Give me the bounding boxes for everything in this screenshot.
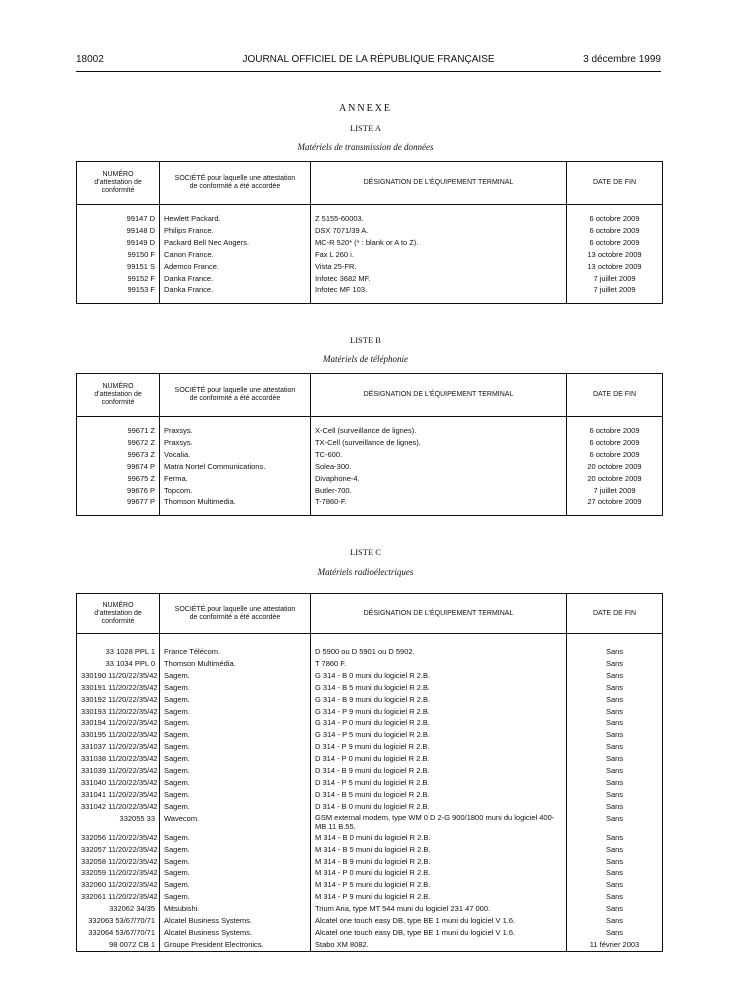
header-designation: DÉSIGNATION DE L’ÉQUIPEMENT TERMINAL — [311, 594, 567, 634]
table-row — [77, 225, 663, 237]
table-row — [77, 273, 663, 285]
cell-numero: 330193 11/20/22/35/42 — [77, 706, 160, 718]
table-row — [77, 939, 663, 951]
cell-societe: Sagem. — [160, 891, 311, 903]
cell-designation: TC-600. — [311, 449, 567, 461]
cell-numero: 332059 11/20/22/35/42 — [77, 867, 160, 879]
cell-designation: Fax L 260 i. — [311, 249, 567, 261]
table-row — [77, 753, 663, 765]
cell-societe: Sagem. — [160, 777, 311, 789]
cell-societe: Sagem. — [160, 856, 311, 868]
cell-designation: D 314 - B 5 muni du logiciel R 2.B. — [311, 789, 567, 801]
cell-numero: 331039 11/20/22/35/42 — [77, 765, 160, 777]
cell-societe: Sagem. — [160, 717, 311, 729]
cell-date-fin: Sans — [567, 856, 663, 868]
cell-societe: Ademco France. — [160, 261, 311, 273]
liste-a-subtitle: Matériels de transmission de données — [297, 142, 434, 152]
cell-numero: 332057 11/20/22/35/42 — [77, 844, 160, 856]
table-row — [77, 213, 663, 225]
table-row — [77, 879, 663, 891]
cell-designation: G 314 - P 9 muni du logiciel R 2.B. — [311, 706, 567, 718]
cell-numero: 99152 F — [77, 273, 160, 285]
cell-designation: Butler-700. — [311, 485, 567, 497]
cell-date-fin: Sans — [567, 832, 663, 844]
cell-societe: Praxsys. — [160, 437, 311, 449]
table-row — [77, 461, 663, 473]
cell-societe: Ferma. — [160, 473, 311, 485]
cell-numero: 330190 11/20/22/35/42 — [77, 670, 160, 682]
cell-designation: G 314 - B 5 muni du logiciel R 2.B. — [311, 682, 567, 694]
cell-designation: D 5900 ou D 5901 ou D 5902. — [311, 646, 567, 658]
cell-societe: Sagem. — [160, 867, 311, 879]
cell-societe: Sagem. — [160, 741, 311, 753]
cell-numero: 99151 S — [77, 261, 160, 273]
cell-date-fin: 11 février 2003 — [567, 939, 663, 951]
cell-designation: D 314 - B 9 muni du logiciel R 2.B. — [311, 765, 567, 777]
cell-date-fin: Sans — [567, 801, 663, 813]
cell-date-fin: 13 octobre 2009 — [567, 249, 663, 261]
page-header — [76, 54, 661, 68]
cell-numero: 330194 11/20/22/35/42 — [77, 717, 160, 729]
table-row — [77, 694, 663, 706]
cell-societe: Canon France. — [160, 249, 311, 261]
cell-date-fin: 13 octobre 2009 — [567, 261, 663, 273]
cell-numero: 99150 F — [77, 249, 160, 261]
cell-societe: Hewlett Packard. — [160, 213, 311, 225]
cell-numero: 99671 Z — [77, 425, 160, 437]
cell-designation: Z 5155-60003. — [311, 213, 567, 225]
cell-designation: M 314 - B 0 muni du logiciel R 2.B. — [311, 832, 567, 844]
cell-date-fin: Sans — [567, 729, 663, 741]
table-row — [77, 449, 663, 461]
cell-date-fin: Sans — [567, 891, 663, 903]
table-row — [77, 789, 663, 801]
cell-numero: 330195 11/20/22/35/42 — [77, 729, 160, 741]
table-row — [77, 891, 663, 903]
cell-societe: Topcom. — [160, 485, 311, 497]
cell-numero: 33 1034 PPL 0 — [77, 658, 160, 670]
cell-date-fin: 6 octobre 2009 — [567, 437, 663, 449]
cell-designation: Stabo XM 8082. — [311, 939, 567, 951]
cell-numero: 330192 11/20/22/35/42 — [77, 694, 160, 706]
header-date-fin: DATE DE FIN — [567, 374, 663, 417]
cell-numero: 99677 P — [77, 496, 160, 508]
cell-societe: Sagem. — [160, 753, 311, 765]
cell-societe: Matra Nortel Communications. — [160, 461, 311, 473]
cell-numero: 99675 Z — [77, 473, 160, 485]
cell-date-fin: Sans — [567, 879, 663, 891]
cell-numero: 331037 11/20/22/35/42 — [77, 741, 160, 753]
liste-b-table — [76, 373, 663, 516]
cell-date-fin: Sans — [567, 765, 663, 777]
liste-c-label: LISTE C — [350, 547, 381, 557]
cell-date-fin: Sans — [567, 915, 663, 927]
cell-numero: 99147 D — [77, 213, 160, 225]
cell-societe: Sagem. — [160, 832, 311, 844]
liste-b-subtitle: Matériels de téléphonie — [323, 354, 408, 364]
cell-date-fin: Sans — [567, 682, 663, 694]
liste-a-table — [76, 161, 663, 304]
page-number: 18002 — [76, 54, 104, 65]
table-row — [77, 437, 663, 449]
cell-date-fin: Sans — [567, 753, 663, 765]
table-row — [77, 473, 663, 485]
cell-numero: 98 0072 CB 1 — [77, 939, 160, 951]
table-row — [77, 261, 663, 273]
cell-designation: M 314 - P 0 muni du logiciel R 2.B. — [311, 867, 567, 879]
liste-c-table — [76, 593, 663, 952]
cell-designation: M 314 - P 5 muni du logiciel R 2.B. — [311, 879, 567, 891]
table-row — [77, 249, 663, 261]
header-rule — [76, 71, 661, 72]
table-row — [77, 425, 663, 437]
table-row — [77, 813, 663, 832]
cell-societe: Sagem. — [160, 789, 311, 801]
liste-a-label: LISTE A — [350, 123, 381, 133]
cell-societe: Sagem. — [160, 729, 311, 741]
cell-numero: 331038 11/20/22/35/42 — [77, 753, 160, 765]
cell-date-fin: 7 juillet 2009 — [567, 273, 663, 285]
cell-societe: Thomson Multimédia. — [160, 658, 311, 670]
table-row — [77, 867, 663, 879]
cell-date-fin: Sans — [567, 867, 663, 879]
cell-numero: 99148 D — [77, 225, 160, 237]
cell-date-fin: Sans — [567, 903, 663, 915]
cell-numero: 331040 11/20/22/35/42 — [77, 777, 160, 789]
cell-designation: Alcatel one touch easy DB, type BE 1 muni du logiciel V 1.6. — [311, 927, 567, 939]
header-date-fin: DATE DE FIN — [567, 594, 663, 634]
cell-designation: Vista 25-FR. — [311, 261, 567, 273]
table-row — [77, 777, 663, 789]
cell-designation: G 314 - P 5 muni du logiciel R 2.B. — [311, 729, 567, 741]
cell-date-fin: Sans — [567, 706, 663, 718]
cell-designation: M 314 - P 9 muni du logiciel R 2.B. — [311, 891, 567, 903]
cell-numero: 332056 11/20/22/35/42 — [77, 832, 160, 844]
cell-numero: 99674 P — [77, 461, 160, 473]
cell-date-fin: 7 juillet 2009 — [567, 284, 663, 296]
cell-numero: 99676 P — [77, 485, 160, 497]
table-row — [77, 832, 663, 844]
cell-numero: 332062 34/35 — [77, 903, 160, 915]
table-row — [77, 765, 663, 777]
table-row — [77, 801, 663, 813]
cell-numero: 99153 F — [77, 284, 160, 296]
table-row — [77, 670, 663, 682]
cell-societe: Mitsubishi. — [160, 903, 311, 915]
cell-numero: 99149 D — [77, 237, 160, 249]
cell-numero: 330191 11/20/22/35/42 — [77, 682, 160, 694]
cell-designation: Solea-300. — [311, 461, 567, 473]
liste-c-subtitle: Matériels radioélectriques — [317, 567, 414, 577]
table-row — [77, 658, 663, 670]
cell-designation: DSX 7071/39 A. — [311, 225, 567, 237]
header-numero: NUMÉRO d’attestation de conformité — [77, 594, 160, 634]
cell-designation: T 7860 F. — [311, 658, 567, 670]
cell-societe: Sagem. — [160, 706, 311, 718]
table-row — [77, 706, 663, 718]
table-row — [77, 717, 663, 729]
cell-societe: Vocalia. — [160, 449, 311, 461]
cell-numero: 331042 11/20/22/35/42 — [77, 801, 160, 813]
issue-date: 3 décembre 1999 — [583, 54, 661, 65]
cell-designation: D 314 - B 0 muni du logiciel R 2.B. — [311, 801, 567, 813]
table-row — [77, 496, 663, 508]
cell-societe: Alcatel Business Systems. — [160, 927, 311, 939]
cell-date-fin: Sans — [567, 658, 663, 670]
cell-date-fin: Sans — [567, 717, 663, 729]
cell-numero: 332064 53/67/70/71 — [77, 927, 160, 939]
table-row — [77, 237, 663, 249]
cell-designation: D 314 - P 0 muni du logiciel R 2.B. — [311, 753, 567, 765]
cell-societe: Danka France. — [160, 273, 311, 285]
cell-designation: Trium Aria, type MT 544 muni du logiciel 231 47 000. — [311, 903, 567, 915]
annexe-title: ANNEXE — [338, 103, 393, 114]
cell-societe: Packard Bell Nec Angers. — [160, 237, 311, 249]
cell-date-fin: Sans — [567, 813, 663, 832]
cell-designation: MC-R 520* (* : blank or A to Z). — [311, 237, 567, 249]
cell-societe: Wavecom. — [160, 813, 311, 832]
cell-designation: G 314 - B 0 muni du logiciel R 2.B. — [311, 670, 567, 682]
cell-societe: Danka France. — [160, 284, 311, 296]
cell-societe: France Télécom. — [160, 646, 311, 658]
cell-designation: GSM external modem, type WM 0 D 2-G 900/1800 muni du logiciel 400-MB 11 B.55. — [311, 813, 567, 832]
header-date-fin: DATE DE FIN — [567, 162, 663, 205]
cell-designation: X-Cell (surveillance de lignes). — [311, 425, 567, 437]
cell-designation: Divaphone-4. — [311, 473, 567, 485]
cell-numero: 332061 11/20/22/35/42 — [77, 891, 160, 903]
table-row — [77, 915, 663, 927]
cell-date-fin: Sans — [567, 670, 663, 682]
cell-societe: Sagem. — [160, 670, 311, 682]
table-row — [77, 927, 663, 939]
cell-societe: Sagem. — [160, 879, 311, 891]
header-numero: NUMÉRO d’attestation de conformité — [77, 374, 160, 417]
table-row — [77, 729, 663, 741]
header-societe: SOCIÉTÉ pour laquelle une attestation de conformité a été accordée — [160, 594, 311, 634]
cell-societe: Thomson Multimedia. — [160, 496, 311, 508]
table-row — [77, 903, 663, 915]
cell-date-fin: 7 juillet 2009 — [567, 485, 663, 497]
cell-date-fin: Sans — [567, 927, 663, 939]
cell-designation: TX-Cell (surveillance de lignes). — [311, 437, 567, 449]
cell-societe: Sagem. — [160, 765, 311, 777]
cell-numero: 332063 53/67/70/71 — [77, 915, 160, 927]
header-designation: DÉSIGNATION DE L’ÉQUIPEMENT TERMINAL — [311, 374, 567, 417]
cell-societe: Sagem. — [160, 682, 311, 694]
cell-designation: Alcatel one touch easy DB, type BE 1 muni du logiciel V 1.6. — [311, 915, 567, 927]
cell-date-fin: 6 octobre 2009 — [567, 449, 663, 461]
cell-date-fin: 20 octobre 2009 — [567, 461, 663, 473]
cell-date-fin: 27 octobre 2009 — [567, 496, 663, 508]
cell-societe: Groupe President Electronics. — [160, 939, 311, 951]
cell-date-fin: Sans — [567, 694, 663, 706]
cell-designation: D 314 - P 5 muni du logiciel R 2.B. — [311, 777, 567, 789]
cell-societe: Alcatel Business Systems. — [160, 915, 311, 927]
cell-designation: G 314 - B 9 muni du logiciel R 2.B. — [311, 694, 567, 706]
liste-b-label: LISTE B — [350, 335, 381, 345]
cell-date-fin: Sans — [567, 646, 663, 658]
cell-societe: Praxsys. — [160, 425, 311, 437]
cell-date-fin: Sans — [567, 777, 663, 789]
cell-designation: M 314 - B 9 muni du logiciel R 2.B. — [311, 856, 567, 868]
table-row — [77, 485, 663, 497]
cell-date-fin: 20 octobre 2009 — [567, 473, 663, 485]
cell-date-fin: 6 octobre 2009 — [567, 237, 663, 249]
cell-date-fin: 6 octobre 2009 — [567, 213, 663, 225]
cell-numero: 33 1028 PPL 1 — [77, 646, 160, 658]
journal-title: JOURNAL OFFICIEL DE LA RÉPUBLIQUE FRANÇAISE — [242, 54, 495, 65]
cell-date-fin: Sans — [567, 844, 663, 856]
cell-date-fin: 6 octobre 2009 — [567, 225, 663, 237]
header-numero: NUMÉRO d’attestation de conformité — [77, 162, 160, 205]
cell-designation: Infotec 3682 MF. — [311, 273, 567, 285]
cell-numero: 332055 33 — [77, 813, 160, 832]
cell-numero: 99672 Z — [77, 437, 160, 449]
header-societe: SOCIÉTÉ pour laquelle une attestation de conformité a été accordée — [160, 374, 311, 417]
cell-designation: D 314 - P 9 muni du logiciel R 2.B. — [311, 741, 567, 753]
cell-societe: Sagem. — [160, 694, 311, 706]
cell-designation: Infotec MF 103. — [311, 284, 567, 296]
cell-date-fin: Sans — [567, 789, 663, 801]
cell-societe: Sagem. — [160, 844, 311, 856]
cell-designation: G 314 - P 0 muni du logiciel R 2.B. — [311, 717, 567, 729]
cell-date-fin: 6 octobre 2009 — [567, 425, 663, 437]
cell-designation: M 314 - B 5 muni du logiciel R 2.B. — [311, 844, 567, 856]
cell-societe: Philips France. — [160, 225, 311, 237]
table-row — [77, 856, 663, 868]
table-row — [77, 646, 663, 658]
cell-date-fin: Sans — [567, 741, 663, 753]
cell-numero: 331041 11/20/22/35/42 — [77, 789, 160, 801]
table-row — [77, 844, 663, 856]
cell-numero: 99673 Z — [77, 449, 160, 461]
table-row — [77, 682, 663, 694]
cell-societe: Sagem. — [160, 801, 311, 813]
table-row — [77, 284, 663, 296]
table-row — [77, 741, 663, 753]
header-designation: DÉSIGNATION DE L’ÉQUIPEMENT TERMINAL — [311, 162, 567, 205]
cell-numero: 332058 11/20/22/35/42 — [77, 856, 160, 868]
header-societe: SOCIÉTÉ pour laquelle une attestation de conformité a été accordée — [160, 162, 311, 205]
cell-numero: 332060 11/20/22/35/42 — [77, 879, 160, 891]
cell-designation: T-7860-F. — [311, 496, 567, 508]
